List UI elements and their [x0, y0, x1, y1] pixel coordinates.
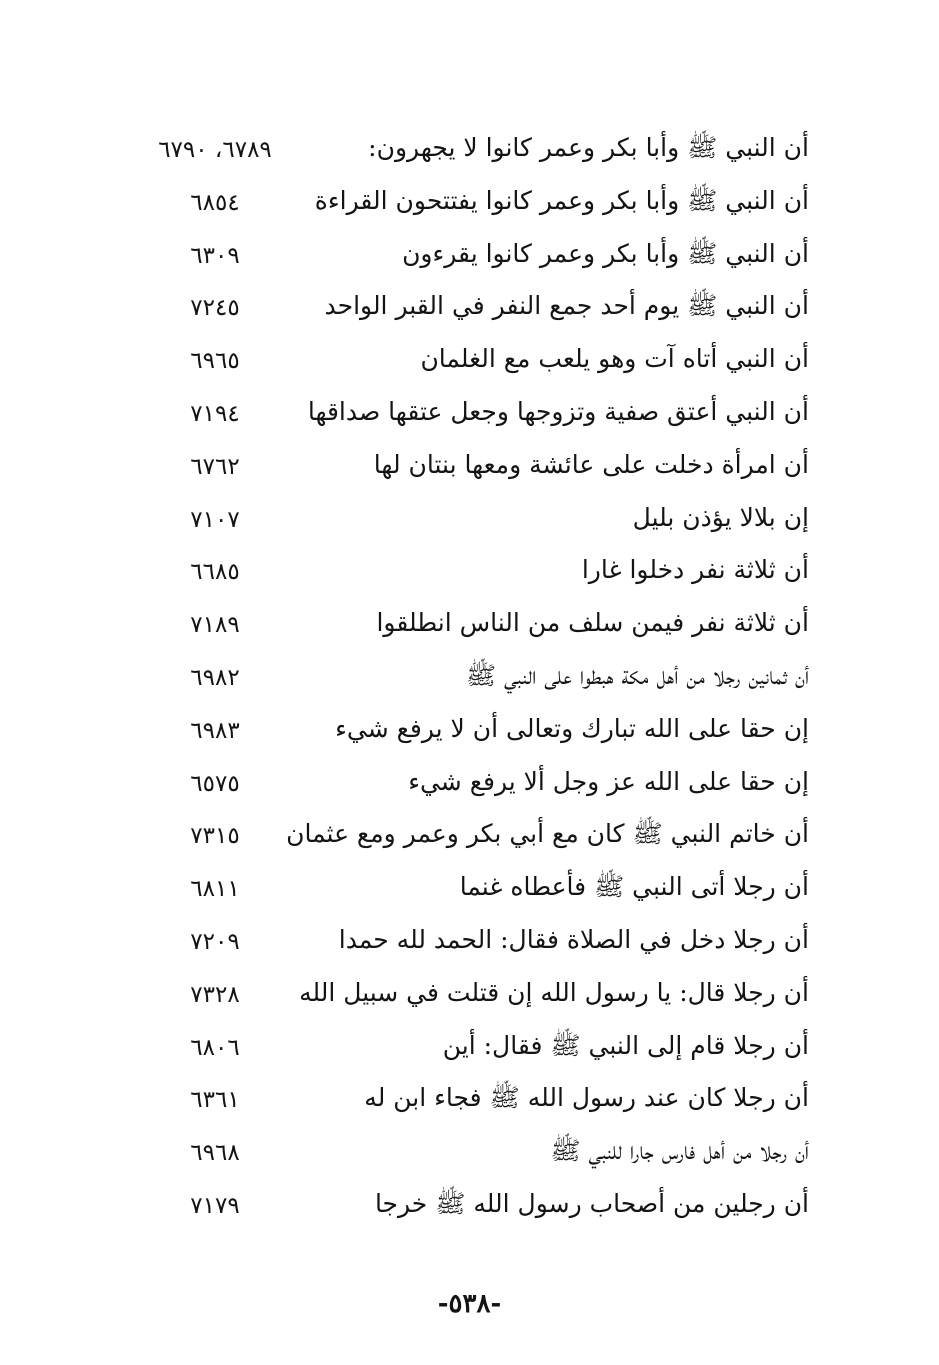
index-row	[0, 1020, 939, 1073]
hadith-text: أن امرأة دخلت على عائشة ومعها بنتان لها	[373, 449, 809, 479]
index-row	[0, 1178, 939, 1231]
hadith-text: أن النبي ﷺ وأبا بكر وعمر كانوا يفتتحون القراءة	[314, 185, 809, 215]
index-row	[0, 386, 939, 439]
hadith-text: أن ثلاثة نفر دخلوا غارا	[581, 555, 809, 585]
hadith-reference-number: ٦٨١١	[190, 876, 240, 903]
index-row	[0, 650, 939, 703]
hadith-text: أن رجلا من أهل فارس جارا للنبي ﷺ	[550, 1136, 809, 1166]
index-row	[0, 756, 939, 809]
page-number: -٥٣٨-	[437, 1289, 502, 1319]
index-row	[0, 703, 939, 756]
hadith-text: أن ثلاثة نفر فيمن سلف من الناس انطلقوا	[376, 608, 809, 638]
hadith-reference-number: ٦٣٠٩	[190, 242, 240, 269]
hadith-reference-number: ٦٧٨٩، ٦٧٩٠	[158, 137, 272, 163]
hadith-text: أن النبي ﷺ وأبا بكر وعمر كانوا لا يجهرون:	[368, 133, 809, 162]
hadith-reference-number: ٦٨٥٤	[190, 189, 240, 216]
hadith-text: أن النبي أتاه آت وهو يلعب مع الغلمان	[420, 344, 809, 374]
hadith-reference-number: ٧١٨٩	[190, 612, 240, 639]
index-row	[0, 492, 939, 545]
hadith-reference-number: ٧١٧٩	[190, 1192, 240, 1219]
hadith-reference-number: ٧١٠٧	[190, 506, 240, 533]
hadith-text: أن خاتم النبي ﷺ كان مع أبي بكر وعمر ومع عثمان	[286, 819, 809, 849]
index-row	[0, 597, 939, 650]
hadith-text: أن رجلا دخل في الصلاة فقال: الحمد لله حمدا	[338, 924, 809, 954]
hadith-reference-number: ٧٢٤٥	[190, 295, 240, 322]
index-row	[0, 175, 939, 228]
index-row	[0, 1125, 939, 1178]
hadith-reference-number: ٦٦٨٥	[190, 559, 240, 586]
hadith-text: أن ثمانين رجلا من أهل مكة هبطوا على النبي ﷺ	[465, 660, 809, 690]
index-row	[0, 861, 939, 914]
hadith-index-list	[0, 122, 939, 1231]
hadith-reference-number: ٦٩٦٥	[190, 348, 240, 375]
hadith-reference-number: ٧٣٢٨	[190, 981, 240, 1008]
hadith-reference-number: ٦٥٧٥	[190, 770, 240, 797]
hadith-text: أن رجلا قام إلى النبي ﷺ فقال: أين	[442, 1030, 809, 1060]
hadith-reference-number: ٦٩٨٣	[190, 717, 240, 744]
index-row	[0, 333, 939, 386]
index-row	[0, 1072, 939, 1125]
hadith-reference-number: ٧٢٠٩	[190, 928, 240, 955]
hadith-text: أن النبي ﷺ وأبا بكر وعمر كانوا يقرءون	[402, 238, 809, 268]
hadith-text: أن رجلا قال: يا رسول الله إن قتلت في سبيل الله	[299, 977, 809, 1007]
hadith-text: أن رجلا أتى النبي ﷺ فأعطاه غنما	[459, 872, 809, 902]
hadith-reference-number: ٧٣١٥	[190, 823, 240, 850]
index-row	[0, 280, 939, 333]
hadith-text: أن النبي ﷺ يوم أحد جمع النفر في القبر الواحد	[324, 291, 809, 321]
hadith-text: إن حقا على الله تبارك وتعالى أن لا يرفع شيء	[335, 713, 809, 743]
hadith-text: إن حقا على الله عز وجل ألا يرفع شيء	[408, 766, 809, 796]
index-row	[0, 439, 939, 492]
index-row	[0, 228, 939, 281]
hadith-reference-number: ٦٧٦٢	[190, 453, 240, 480]
hadith-text: أن رجلا كان عند رسول الله ﷺ فجاء ابن له	[364, 1083, 809, 1113]
hadith-reference-number: ٦٩٦٨	[190, 1140, 240, 1167]
hadith-text: إن بلالا يؤذن بليل	[632, 502, 809, 532]
hadith-text: أن النبي أعتق صفية وتزوجها وجعل عتقها صداقها	[307, 396, 809, 426]
index-row	[0, 967, 939, 1020]
hadith-reference-number: ٦٣٦١	[190, 1087, 240, 1114]
index-row	[0, 808, 939, 861]
index-row	[0, 122, 939, 175]
index-row	[0, 544, 939, 597]
hadith-text: أن رجلين من أصحاب رسول الله ﷺ خرجا	[374, 1188, 809, 1218]
hadith-reference-number: ٦٨٠٦	[190, 1034, 240, 1061]
hadith-reference-number: ٦٩٨٢	[190, 664, 240, 691]
index-row	[0, 914, 939, 967]
hadith-reference-number: ٧١٩٤	[190, 400, 240, 427]
